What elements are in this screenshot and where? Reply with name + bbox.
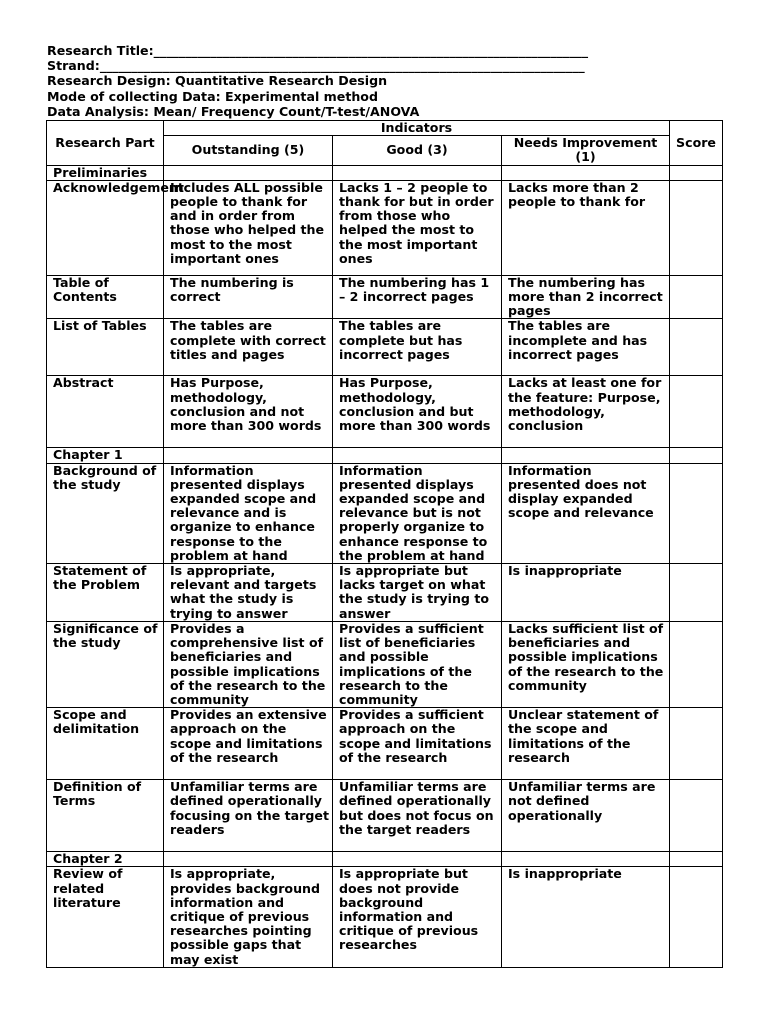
outstanding-cell: Is appropriate, relevant and targets what the study is trying to answer (164, 564, 333, 622)
section-empty-cell (670, 165, 723, 180)
good-cell: Is appropriate but lacks target on what the study is trying to answer (333, 564, 502, 622)
section-row (47, 165, 723, 180)
section-title: Preliminaries (47, 165, 164, 180)
indicators-header: Indicators (164, 121, 670, 136)
research-part-cell: Definition of Terms (47, 780, 164, 852)
section-empty-cell (502, 448, 670, 463)
needs-improvement-cell: Information presented does not display expanded scope and relevance (502, 463, 670, 563)
good-header: Good (3) (333, 136, 502, 165)
table-row (47, 867, 723, 967)
research-part-cell: List of Tables (47, 319, 164, 376)
research-part-cell: Table of Contents (47, 275, 164, 319)
good-cell: The tables are complete but has incorrect pages (333, 319, 502, 376)
outstanding-cell: Information presented displays expanded scope and relevance and is organize to enhance response to the problem at hand (164, 463, 333, 563)
needs-improvement-cell: Unfamiliar terms are not defined operationally (502, 780, 670, 852)
good-cell: Lacks 1 – 2 people to thank for but in order from those who helped the most to the most important ones (333, 180, 502, 275)
needs-improvement-cell: Lacks more than 2 people to thank for (502, 180, 670, 275)
outstanding-cell: Has Purpose, methodology, conclusion and not more than 300 words (164, 376, 333, 448)
section-row (47, 852, 723, 867)
section-empty-cell (333, 165, 502, 180)
table-row (47, 564, 723, 622)
score-cell[interactable] (670, 180, 723, 275)
needs-improvement-cell: Is inappropriate (502, 564, 670, 622)
score-cell[interactable] (670, 780, 723, 852)
needs-improvement-cell: The tables are incomplete and has incorrect pages (502, 319, 670, 376)
score-cell[interactable] (670, 622, 723, 708)
score-cell[interactable] (670, 463, 723, 563)
good-cell: Provides a sufficient approach on the scope and limitations of the research (333, 708, 502, 780)
needs-improvement-cell: The numbering has more than 2 incorrect pages (502, 275, 670, 319)
section-empty-cell (502, 165, 670, 180)
section-empty-cell (670, 448, 723, 463)
table-row (47, 275, 723, 319)
outstanding-cell: The numbering is correct (164, 275, 333, 319)
section-empty-cell (502, 852, 670, 867)
good-cell: Provides a sufficient list of beneficiaries and possible implications of the research to the community (333, 622, 502, 708)
section-empty-cell (670, 852, 723, 867)
section-empty-cell (164, 165, 333, 180)
research-title-line: Research Title:_____________________________________________________________________ (47, 43, 589, 58)
good-cell: Information presented displays expanded scope and relevance but is not properly organize to enhance response to the problem at hand (333, 463, 502, 563)
score-cell[interactable] (670, 867, 723, 967)
section-title: Chapter 1 (47, 448, 164, 463)
table-row (47, 622, 723, 708)
needs-improvement-cell: Is inappropriate (502, 867, 670, 967)
table-row (47, 319, 723, 376)
needs-improvement-cell: Lacks at least one for the feature: Purpose, methodology, conclusion (502, 376, 670, 448)
needs-improvement-header: Needs Improvement (1) (502, 136, 670, 165)
good-cell: Is appropriate but does not provide background information and critique of previous researches (333, 867, 502, 967)
research-part-cell: Review of related literature (47, 867, 164, 967)
rubric-table (46, 120, 723, 968)
good-cell: Unfamiliar terms are defined operationally but does not focus on the target readers (333, 780, 502, 852)
data-collection-mode-line: Mode of collecting Data: Experimental method (47, 88, 378, 104)
rubric-body (47, 165, 723, 967)
score-cell[interactable] (670, 564, 723, 622)
outstanding-cell: Is appropriate, provides background information and critique of previous researches pointing possible gaps that may exist (164, 867, 333, 967)
section-row (47, 448, 723, 463)
data-analysis-line: Data Analysis: Mean/ Frequency Count/T-test/ANOVA (47, 103, 420, 119)
score-cell[interactable] (670, 376, 723, 448)
section-empty-cell (333, 448, 502, 463)
section-empty-cell (164, 852, 333, 867)
table-row (47, 780, 723, 852)
good-cell: Has Purpose, methodology, conclusion and but more than 300 words (333, 376, 502, 448)
outstanding-cell: Unfamiliar terms are defined operationally focusing on the target readers (164, 780, 333, 852)
research-part-cell: Background of the study (47, 463, 164, 563)
section-title: Chapter 2 (47, 852, 164, 867)
research-part-header: Research Part (47, 121, 164, 166)
table-row (47, 180, 723, 275)
document-header (47, 43, 727, 119)
outstanding-cell: Provides an extensive approach on the scope and limitations of the research (164, 708, 333, 780)
research-part-cell: Significance of the study (47, 622, 164, 708)
table-row (47, 376, 723, 448)
score-cell[interactable] (670, 708, 723, 780)
outstanding-cell: The tables are complete with correct titles and pages (164, 319, 333, 376)
section-empty-cell (164, 448, 333, 463)
outstanding-header: Outstanding (5) (164, 136, 333, 165)
strand-line: Strand:_____________________________________________________________________________ (47, 58, 585, 74)
score-cell[interactable] (670, 319, 723, 376)
outstanding-cell: Provides a comprehensive list of beneficiaries and possible implications of the research to the community (164, 622, 333, 708)
research-design-line: Research Design: Quantitative Research Design (47, 73, 388, 89)
research-part-cell: Scope and delimitation (47, 708, 164, 780)
research-part-cell: Acknowledgement (47, 180, 164, 275)
needs-improvement-cell: Unclear statement of the scope and limitations of the research (502, 708, 670, 780)
research-part-cell: Abstract (47, 376, 164, 448)
score-header: Score (670, 121, 723, 166)
outstanding-cell: Includes ALL possible people to thank for and in order from those who helped the most to the most important ones (164, 180, 333, 275)
research-part-cell: Statement of the Problem (47, 564, 164, 622)
section-empty-cell (333, 852, 502, 867)
table-row (47, 463, 723, 563)
needs-improvement-cell: Lacks sufficient list of beneficiaries and possible implications of the research to the community (502, 622, 670, 708)
good-cell: The numbering has 1 – 2 incorrect pages (333, 275, 502, 319)
table-row (47, 708, 723, 780)
score-cell[interactable] (670, 275, 723, 319)
